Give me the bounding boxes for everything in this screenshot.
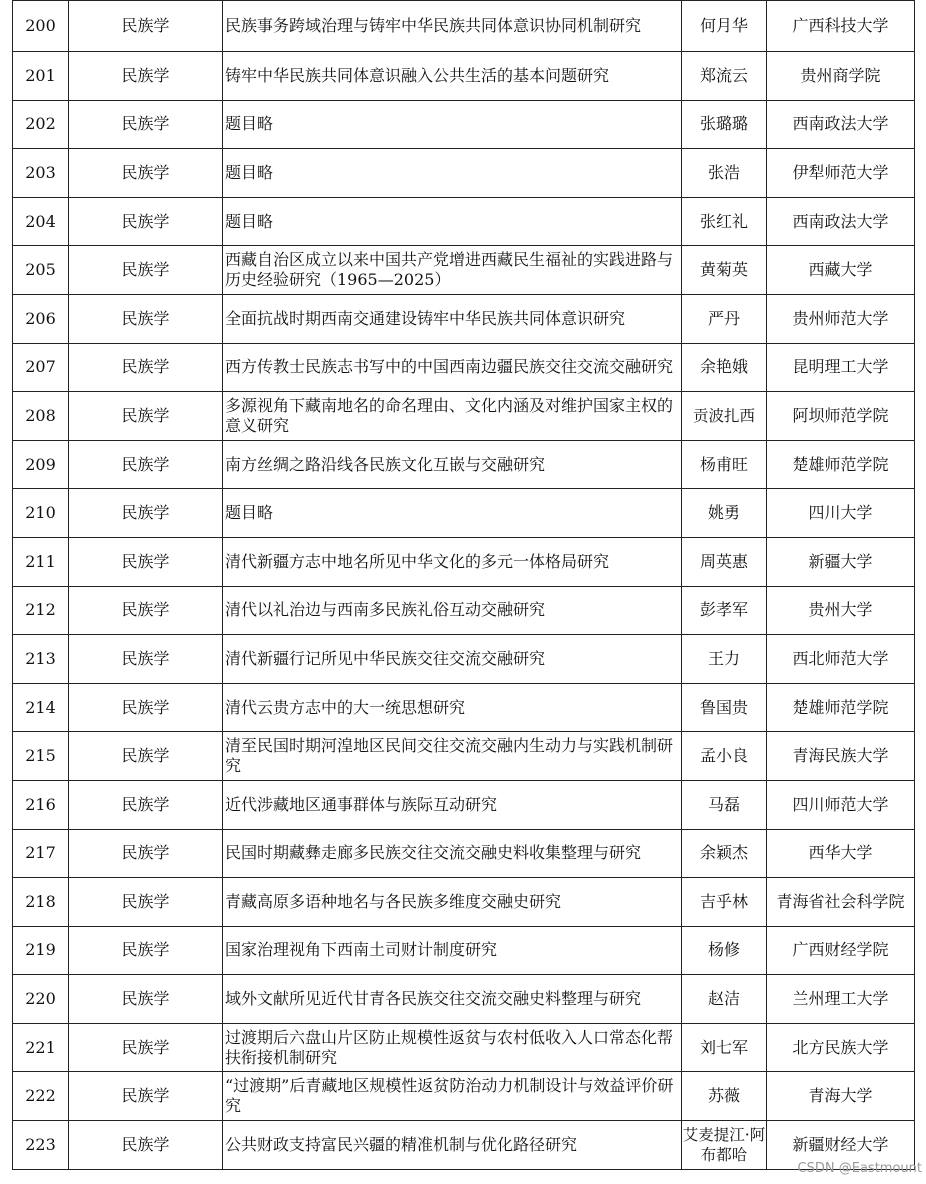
row-number: 212 xyxy=(13,586,69,635)
institution-cell: 西南政法大学 xyxy=(767,197,915,246)
row-number: 213 xyxy=(13,635,69,684)
institution-cell: 北方民族大学 xyxy=(767,1023,915,1072)
table-row xyxy=(13,197,915,246)
row-number: 210 xyxy=(13,489,69,538)
author-cell: 王力 xyxy=(682,635,767,684)
project-title-cell: 南方丝绸之路沿线各民族文化互嵌与交融研究 xyxy=(223,440,682,489)
project-title-cell: 西方传教士民族志书写中的中国西南边疆民族交往交流交融研究 xyxy=(223,343,682,392)
discipline-cell: 民族学 xyxy=(69,586,223,635)
institution-cell: 兰州理工大学 xyxy=(767,975,915,1024)
row-number: 215 xyxy=(13,732,69,781)
author-cell: 周英惠 xyxy=(682,537,767,586)
author-cell: 贡波扎西 xyxy=(682,392,767,441)
discipline-cell: 民族学 xyxy=(69,537,223,586)
institution-cell: 青海大学 xyxy=(767,1072,915,1121)
discipline-cell: 民族学 xyxy=(69,392,223,441)
row-number: 214 xyxy=(13,683,69,732)
discipline-cell: 民族学 xyxy=(69,732,223,781)
author-cell: 郑流云 xyxy=(682,52,767,101)
table-row xyxy=(13,100,915,149)
project-title-cell: 多源视角下藏南地名的命名理由、文化内涵及对维护国家主权的意义研究 xyxy=(223,392,682,441)
row-number: 200 xyxy=(13,1,69,52)
project-title-cell: 清代以礼治边与西南多民族礼俗互动交融研究 xyxy=(223,586,682,635)
discipline-cell: 民族学 xyxy=(69,440,223,489)
author-cell: 苏薇 xyxy=(682,1072,767,1121)
author-cell: 刘七军 xyxy=(682,1023,767,1072)
row-number: 220 xyxy=(13,975,69,1024)
row-number: 205 xyxy=(13,246,69,295)
table-row xyxy=(13,489,915,538)
project-title-cell: 题目略 xyxy=(223,100,682,149)
institution-cell: 昆明理工大学 xyxy=(767,343,915,392)
row-number: 209 xyxy=(13,440,69,489)
author-cell: 马磊 xyxy=(682,780,767,829)
author-cell: 鲁国贵 xyxy=(682,683,767,732)
row-number: 216 xyxy=(13,780,69,829)
discipline-cell: 民族学 xyxy=(69,683,223,732)
author-cell: 张璐璐 xyxy=(682,100,767,149)
row-number: 201 xyxy=(13,52,69,101)
institution-cell: 西华大学 xyxy=(767,829,915,878)
table-row xyxy=(13,392,915,441)
table-row xyxy=(13,149,915,198)
row-number: 202 xyxy=(13,100,69,149)
project-title-cell: 题目略 xyxy=(223,149,682,198)
table-row xyxy=(13,343,915,392)
project-title-cell: 西藏自治区成立以来中国共产党增进西藏民生福祉的实践进路与历史经验研究（1965—2025） xyxy=(223,246,682,295)
table-row xyxy=(13,1023,915,1072)
discipline-cell: 民族学 xyxy=(69,489,223,538)
author-cell: 何月华 xyxy=(682,1,767,52)
project-title-cell: 民族事务跨域治理与铸牢中华民族共同体意识协同机制研究 xyxy=(223,1,682,52)
discipline-cell: 民族学 xyxy=(69,829,223,878)
author-cell: 张浩 xyxy=(682,149,767,198)
institution-cell: 西南政法大学 xyxy=(767,100,915,149)
table-row xyxy=(13,440,915,489)
discipline-cell: 民族学 xyxy=(69,197,223,246)
institution-cell: 楚雄师范学院 xyxy=(767,440,915,489)
discipline-cell: 民族学 xyxy=(69,246,223,295)
discipline-cell: 民族学 xyxy=(69,878,223,927)
institution-cell: 贵州师范大学 xyxy=(767,294,915,343)
institution-cell: 广西财经学院 xyxy=(767,926,915,975)
table-row xyxy=(13,732,915,781)
project-title-cell: 国家治理视角下西南土司财计制度研究 xyxy=(223,926,682,975)
discipline-cell: 民族学 xyxy=(69,926,223,975)
author-cell: 杨修 xyxy=(682,926,767,975)
discipline-cell: 民族学 xyxy=(69,343,223,392)
table-row xyxy=(13,294,915,343)
project-title-cell: 全面抗战时期西南交通建设铸牢中华民族共同体意识研究 xyxy=(223,294,682,343)
institution-cell: 阿坝师范学院 xyxy=(767,392,915,441)
author-cell: 严丹 xyxy=(682,294,767,343)
row-number: 223 xyxy=(13,1121,69,1170)
table-row xyxy=(13,878,915,927)
table-row xyxy=(13,586,915,635)
institution-cell: 新疆大学 xyxy=(767,537,915,586)
discipline-cell: 民族学 xyxy=(69,1,223,52)
institution-cell: 新疆财经大学 xyxy=(767,1121,915,1170)
institution-cell: 贵州商学院 xyxy=(767,52,915,101)
discipline-cell: 民族学 xyxy=(69,1023,223,1072)
author-cell: 赵洁 xyxy=(682,975,767,1024)
institution-cell: 西藏大学 xyxy=(767,246,915,295)
project-title-cell: 民国时期藏彝走廊多民族交往交流交融史料收集整理与研究 xyxy=(223,829,682,878)
watermark: CSDN @Eastmount xyxy=(797,1161,922,1176)
row-number: 208 xyxy=(13,392,69,441)
row-number: 219 xyxy=(13,926,69,975)
discipline-cell: 民族学 xyxy=(69,149,223,198)
discipline-cell: 民族学 xyxy=(69,52,223,101)
project-title-cell: 公共财政支持富民兴疆的精准机制与优化路径研究 xyxy=(223,1121,682,1170)
row-number: 221 xyxy=(13,1023,69,1072)
project-title-cell: 清代云贵方志中的大一统思想研究 xyxy=(223,683,682,732)
table-row xyxy=(13,1,915,52)
project-title-cell: 清至民国时期河湟地区民间交往交流交融内生动力与实践机制研究 xyxy=(223,732,682,781)
table-row xyxy=(13,829,915,878)
institution-cell: 广西科技大学 xyxy=(767,1,915,52)
discipline-cell: 民族学 xyxy=(69,100,223,149)
row-number: 207 xyxy=(13,343,69,392)
author-cell: 黄菊英 xyxy=(682,246,767,295)
author-cell: 杨甫旺 xyxy=(682,440,767,489)
project-title-cell: 清代新疆行记所见中华民族交往交流交融研究 xyxy=(223,635,682,684)
row-number: 206 xyxy=(13,294,69,343)
row-number: 218 xyxy=(13,878,69,927)
project-title-cell: 题目略 xyxy=(223,197,682,246)
institution-cell: 贵州大学 xyxy=(767,586,915,635)
institution-cell: 西北师范大学 xyxy=(767,635,915,684)
table-row xyxy=(13,926,915,975)
table-row xyxy=(13,635,915,684)
row-number: 222 xyxy=(13,1072,69,1121)
project-title-cell: 铸牢中华民族共同体意识融入公共生活的基本问题研究 xyxy=(223,52,682,101)
row-number: 217 xyxy=(13,829,69,878)
table-row xyxy=(13,975,915,1024)
project-title-cell: 域外文献所见近代甘青各民族交往交流交融史料整理与研究 xyxy=(223,975,682,1024)
author-cell: 张红礼 xyxy=(682,197,767,246)
institution-cell: 青海省社会科学院 xyxy=(767,878,915,927)
row-number: 204 xyxy=(13,197,69,246)
author-cell: 余颖杰 xyxy=(682,829,767,878)
project-title-cell: 清代新疆方志中地名所见中华文化的多元一体格局研究 xyxy=(223,537,682,586)
project-title-cell: 近代涉藏地区通事群体与族际互动研究 xyxy=(223,780,682,829)
project-list-table xyxy=(12,0,915,1170)
discipline-cell: 民族学 xyxy=(69,294,223,343)
author-cell: 彭孝军 xyxy=(682,586,767,635)
discipline-cell: 民族学 xyxy=(69,1121,223,1170)
table-row xyxy=(13,1072,915,1121)
table-row xyxy=(13,537,915,586)
table-row xyxy=(13,780,915,829)
project-title-cell: 青藏高原多语种地名与各民族多维度交融史研究 xyxy=(223,878,682,927)
institution-cell: 伊犁师范大学 xyxy=(767,149,915,198)
discipline-cell: 民族学 xyxy=(69,780,223,829)
institution-cell: 四川师范大学 xyxy=(767,780,915,829)
institution-cell: 楚雄师范学院 xyxy=(767,683,915,732)
table-row xyxy=(13,52,915,101)
project-title-cell: 题目略 xyxy=(223,489,682,538)
row-number: 211 xyxy=(13,537,69,586)
project-title-cell: “过渡期”后青藏地区规模性返贫防治动力机制设计与效益评价研究 xyxy=(223,1072,682,1121)
project-title-cell: 过渡期后六盘山片区防止规模性返贫与农村低收入人口常态化帮扶衔接机制研究 xyxy=(223,1023,682,1072)
author-cell: 艾麦提江·阿布都哈 xyxy=(682,1121,767,1170)
row-number: 203 xyxy=(13,149,69,198)
author-cell: 孟小良 xyxy=(682,732,767,781)
author-cell: 吉乎林 xyxy=(682,878,767,927)
author-cell: 余艳娥 xyxy=(682,343,767,392)
discipline-cell: 民族学 xyxy=(69,1072,223,1121)
table-row xyxy=(13,683,915,732)
table-body xyxy=(13,1,915,1170)
institution-cell: 四川大学 xyxy=(767,489,915,538)
table-row xyxy=(13,1121,915,1170)
author-cell: 姚勇 xyxy=(682,489,767,538)
discipline-cell: 民族学 xyxy=(69,975,223,1024)
institution-cell: 青海民族大学 xyxy=(767,732,915,781)
discipline-cell: 民族学 xyxy=(69,635,223,684)
table-row xyxy=(13,246,915,295)
